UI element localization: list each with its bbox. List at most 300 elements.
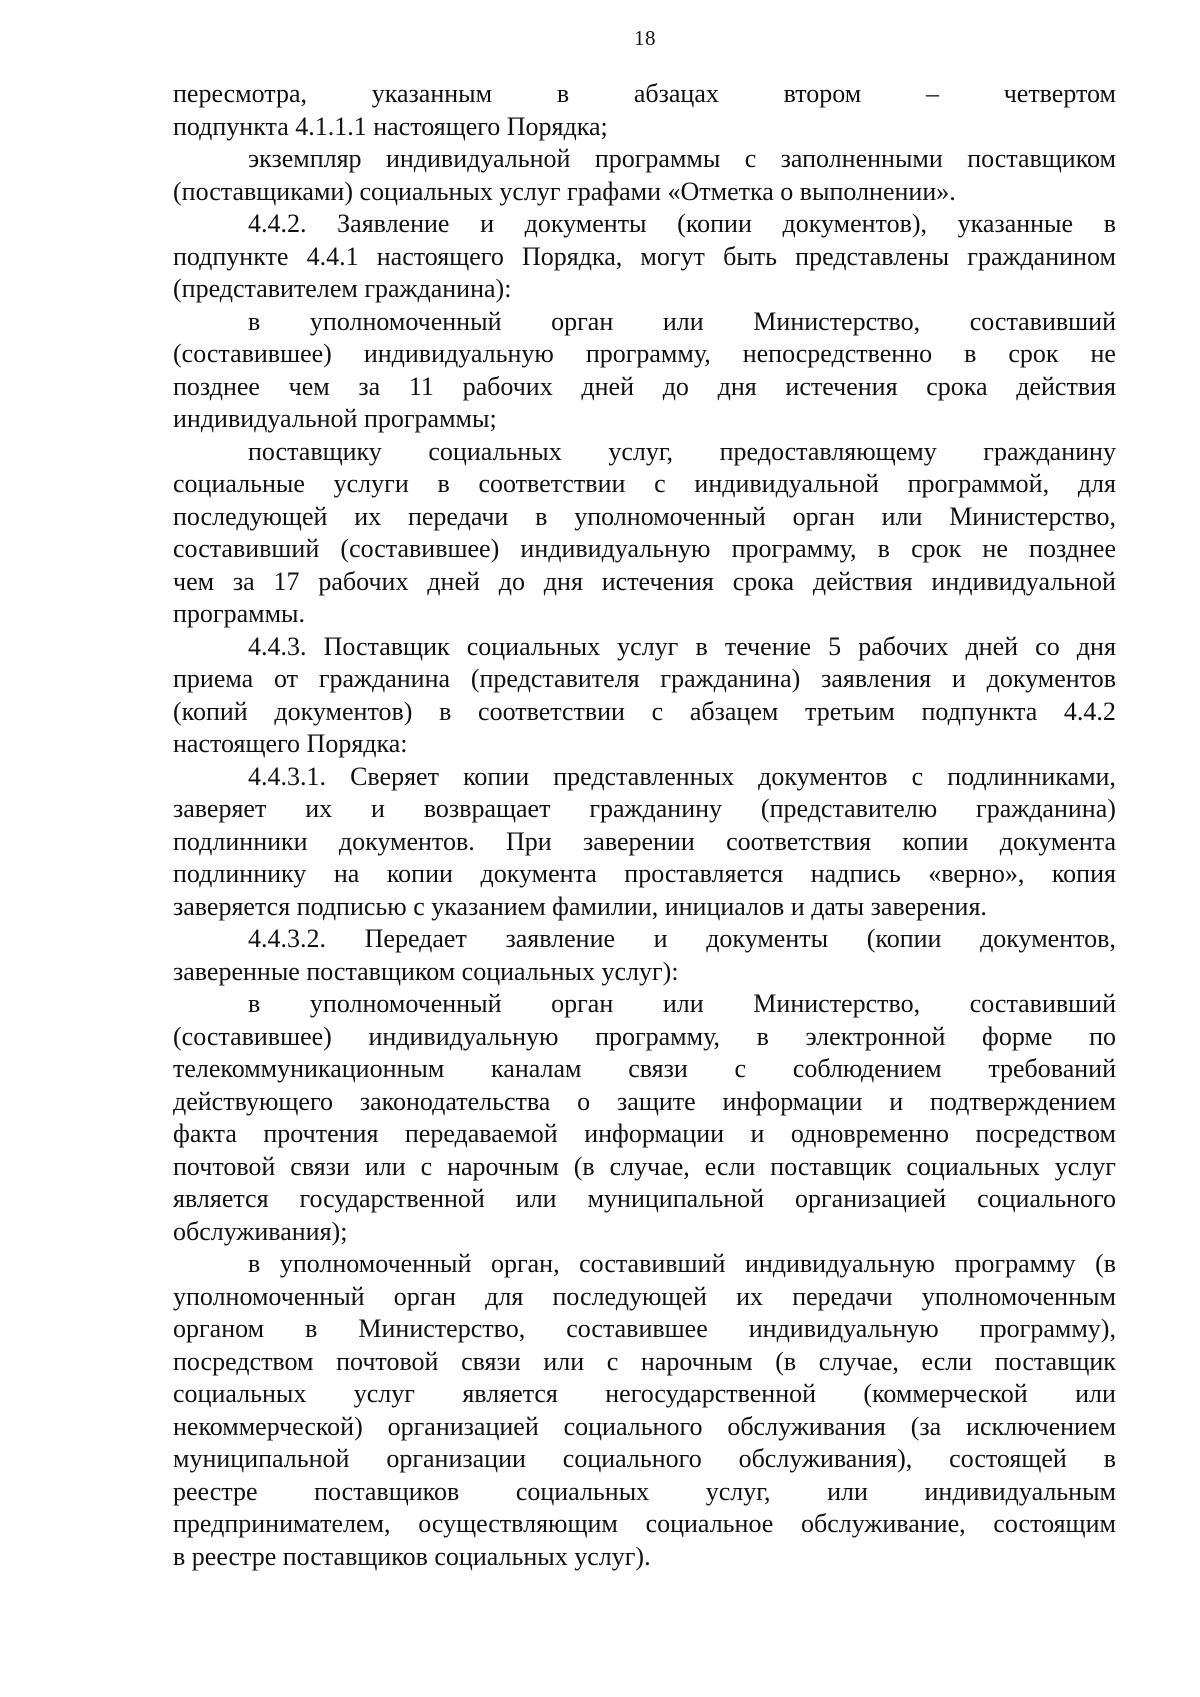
word: 4.4.1 (306, 241, 359, 271)
word: позднее (1029, 534, 1116, 563)
word: Заявление (337, 209, 450, 238)
text-line: (представителем гражданина): (173, 274, 512, 303)
word: Поставщик (323, 631, 450, 661)
word: программой, (907, 469, 1050, 498)
word: индивидуальную (520, 534, 711, 563)
word: или (543, 1346, 585, 1376)
word: с (911, 761, 924, 791)
text-line (173, 858, 1116, 891)
word: (копий (173, 696, 248, 726)
word: социальных (466, 631, 601, 661)
word: индивидуальной (931, 566, 1116, 596)
word: каналам (491, 1054, 582, 1083)
text-line (173, 1021, 1116, 1054)
word: соответствия (726, 826, 872, 856)
word: (копии (677, 209, 752, 238)
word: в (248, 989, 261, 1018)
text-line (173, 306, 1116, 339)
word: связи (628, 1054, 688, 1083)
word: документы (706, 924, 829, 953)
text-line (173, 1248, 1116, 1281)
word: до (662, 371, 689, 401)
text-line (173, 761, 1116, 794)
word: составивший (969, 989, 1116, 1018)
text-line: настоящего Порядка: (173, 729, 408, 758)
word: дней (965, 631, 1019, 661)
word: 17 (273, 566, 300, 596)
word: течение (724, 631, 812, 661)
word: подпункта (921, 696, 1038, 726)
word: уполномоченный (279, 1249, 472, 1278)
word: осуществляющим (418, 1509, 618, 1538)
text-line: программы. (173, 599, 305, 628)
word: в (1103, 209, 1116, 238)
word: (представителя (470, 664, 640, 693)
word: рабочих (858, 631, 949, 661)
word: дня (543, 566, 583, 596)
word: гражданину (589, 794, 723, 823)
word: «верно», (928, 859, 1025, 888)
word: связи (461, 1346, 521, 1376)
word: почтовой (336, 1346, 439, 1376)
word: 4.4.3.2. (248, 924, 326, 953)
word: негосударственной (605, 1379, 817, 1408)
word: прочтения (263, 1119, 379, 1148)
word: состоящим (993, 1509, 1116, 1538)
word: и (480, 209, 495, 238)
word: организации (386, 1444, 526, 1473)
text-line (173, 468, 1116, 501)
word: муниципальной (587, 1184, 765, 1213)
word: индивидуальную (744, 1249, 935, 1278)
word: индивидуальным (924, 1476, 1116, 1506)
word: в (439, 696, 452, 726)
text-line: индивидуальной программы; (173, 404, 497, 433)
word: орган (551, 989, 614, 1018)
word: в (248, 1249, 261, 1278)
word: заполненными (780, 144, 943, 173)
word: составивший (579, 1249, 726, 1278)
word: абзацах (633, 79, 719, 108)
word: непосредственно (742, 339, 933, 368)
word: их (354, 501, 382, 531)
word: услуг (353, 1379, 415, 1408)
word: документов (986, 664, 1116, 693)
word: за (358, 371, 381, 401)
word: если (921, 1346, 973, 1376)
word: рабочих (318, 566, 409, 596)
word: информации (584, 1119, 725, 1148)
word: подтверждением (929, 1086, 1116, 1116)
word: реестре (173, 1476, 258, 1506)
word: экземпляр (248, 144, 362, 173)
word: истечения (601, 566, 714, 596)
word: до (498, 566, 525, 596)
word: и (653, 924, 668, 953)
word: чем (288, 371, 330, 401)
word: в (695, 631, 708, 661)
word: составившее (566, 1314, 708, 1343)
word: документов, (980, 924, 1116, 953)
text-line (173, 241, 1116, 274)
word: почтовой (173, 1151, 276, 1181)
word: абзацем (689, 696, 779, 726)
word: гражданину (983, 436, 1116, 466)
word: указанным (371, 79, 493, 108)
word: пересмотра, (173, 79, 308, 108)
word: (составившее) (173, 339, 332, 368)
word: представленных (553, 761, 735, 791)
word: в (535, 501, 548, 531)
word: с (744, 144, 757, 173)
text-line (173, 1313, 1116, 1346)
word: срока (926, 371, 988, 401)
word: (за (910, 1411, 942, 1441)
word: их (305, 794, 333, 823)
word: социальных (173, 1379, 307, 1408)
word: одновременно (790, 1119, 949, 1148)
word: документа (999, 826, 1116, 856)
page-number: 18 (634, 26, 656, 50)
text-line (173, 436, 1116, 469)
word: муниципальной (173, 1444, 350, 1473)
word: передачи (407, 501, 509, 531)
word: с (734, 1054, 747, 1083)
word: дней (427, 566, 480, 596)
word: исключением (966, 1411, 1116, 1441)
word: или (827, 1476, 868, 1506)
word: состоящей (949, 1444, 1067, 1473)
word: обслуживания (727, 1411, 886, 1441)
word: является (173, 1184, 269, 1213)
word: гражданина (318, 664, 451, 693)
word: индивидуальной (694, 469, 879, 498)
word: с (606, 1346, 619, 1376)
word: социального (562, 1444, 702, 1473)
word: или (364, 1151, 406, 1181)
word: уполномоченный (173, 1281, 365, 1311)
word: государственной (299, 1184, 485, 1213)
word: соблюдением (792, 1054, 942, 1083)
text-line (173, 1053, 1116, 1086)
word: документов) (274, 696, 413, 726)
word: в (437, 469, 450, 498)
word: или (662, 306, 704, 336)
text-line (173, 793, 1116, 826)
word: орган (792, 501, 855, 531)
word: дней (581, 371, 635, 401)
text-line (173, 1378, 1116, 1411)
word: не (982, 534, 1008, 563)
word: индивидуальную (368, 1021, 559, 1051)
text-line (173, 338, 1116, 371)
word: орган (551, 306, 614, 336)
word: защите (617, 1086, 696, 1116)
word: в (964, 339, 977, 368)
word: нарочным (447, 1151, 559, 1181)
word: или (1075, 1379, 1116, 1408)
word: 4.4.3.1. (248, 761, 326, 791)
word: 5 (828, 631, 842, 661)
word: социальных (428, 436, 562, 466)
word: поставщику (248, 436, 382, 466)
word: соответствии (478, 469, 626, 498)
word: позднее (173, 371, 260, 401)
text-line: в реестре поставщиков социальных услуг). (173, 1541, 651, 1571)
word: заверении (583, 826, 695, 856)
word: индивидуальную (363, 339, 554, 368)
word: Порядка, (522, 241, 623, 271)
word: поставщик (770, 1151, 892, 1181)
word: поставщиком (967, 144, 1116, 173)
word: копия (1051, 859, 1116, 888)
word: в (877, 534, 890, 563)
word: от (273, 664, 299, 693)
word: срок (1008, 339, 1059, 368)
text-line (173, 1411, 1116, 1444)
text-line: подпункта 4.1.1.1 настоящего Порядка; (173, 111, 608, 141)
word: программу), (979, 1314, 1116, 1343)
word: с (420, 1151, 433, 1181)
word: форме (982, 1021, 1053, 1051)
text-line (173, 663, 1116, 696)
text-line (173, 566, 1116, 599)
word: действующего (173, 1086, 333, 1116)
word: и (951, 664, 966, 693)
word: Министерство, (358, 1314, 526, 1343)
text-line (173, 1086, 1116, 1119)
text-line (173, 1151, 1116, 1184)
word: уполномоченный (309, 306, 502, 336)
word: со (1035, 631, 1060, 661)
text-line: обслуживания); (173, 1216, 348, 1246)
word: соответствии (478, 696, 625, 726)
word: случае, (609, 1151, 690, 1181)
word: документы (524, 209, 647, 238)
word: составивший (173, 534, 320, 563)
text-line (173, 501, 1116, 534)
word: подлинники (173, 826, 308, 856)
word: не (1090, 339, 1116, 368)
text-line (173, 631, 1116, 664)
word: уполномоченный (309, 989, 502, 1018)
word: органом (173, 1314, 265, 1343)
text-line (173, 208, 1116, 241)
word: предпринимателем, (173, 1509, 391, 1538)
word: (в (1095, 1249, 1116, 1278)
text-line: (поставщиками) социальных услуг графами «Отметка о выполнении». (173, 176, 956, 206)
word: их (736, 1281, 764, 1311)
word: факта (173, 1119, 237, 1148)
word: и (371, 794, 385, 823)
word: подпункте (173, 241, 289, 271)
word: (представителю (760, 794, 938, 823)
text-line (173, 826, 1116, 859)
word: некоммерческой) (173, 1411, 363, 1441)
word: срок (911, 534, 962, 563)
word: проставляется (624, 859, 784, 888)
word: орган, (490, 1249, 560, 1278)
word: программы (594, 144, 721, 173)
word: 4.4.3. (248, 631, 307, 661)
word: возвращает (423, 794, 551, 823)
word: последующей (552, 1281, 707, 1311)
word: программу (954, 1249, 1076, 1278)
word: телекоммуникационным (173, 1054, 445, 1083)
word: обслуживания), (738, 1444, 913, 1473)
document-body (173, 78, 1116, 1573)
word: четвертом (1003, 79, 1116, 108)
word: втором (783, 79, 862, 108)
word: Министерство, (753, 306, 921, 336)
word: поставщик (994, 1346, 1116, 1376)
word: электронной (805, 1021, 946, 1051)
word: Министерство, (753, 989, 921, 1018)
word: последующей (173, 501, 328, 531)
word: надпись (810, 859, 901, 888)
word: заявления (821, 664, 932, 693)
word: услуги (333, 469, 409, 498)
word: представлены (795, 241, 950, 271)
word: по (1089, 1021, 1116, 1051)
word: для (485, 1281, 524, 1311)
word: 4.4.2 (1063, 696, 1116, 726)
word: программу, (585, 339, 711, 368)
word: услуг (1054, 1151, 1116, 1181)
word: действия (1016, 371, 1116, 401)
word: копии (902, 826, 969, 856)
word: социальное (645, 1509, 774, 1538)
text-line (173, 371, 1116, 404)
word: в (756, 1021, 769, 1051)
word: указанные (957, 209, 1074, 238)
word: в (305, 1314, 318, 1343)
word: передаваемой (404, 1119, 558, 1148)
word: (копии (866, 924, 942, 953)
word: настоящего (376, 241, 504, 271)
word: социальных (906, 1151, 1040, 1181)
word: услуг, (608, 436, 674, 466)
word: заверяет (173, 794, 267, 823)
word: услуг (617, 631, 679, 661)
word: Министерство, (949, 501, 1116, 531)
word: – (925, 79, 939, 108)
text-line (173, 696, 1116, 729)
word: социальных (515, 1476, 650, 1506)
word: (коммерческой (863, 1379, 1028, 1408)
word: в (556, 79, 570, 108)
word: документов (758, 761, 888, 791)
word: требований (988, 1054, 1116, 1083)
word: (составившее) (340, 534, 500, 563)
word: посредством (975, 1119, 1116, 1148)
word: Передает (364, 924, 467, 953)
word: чем (173, 566, 215, 596)
word: быть (723, 241, 777, 271)
text-line: заверенные поставщиком социальных услуг): (173, 956, 679, 986)
word: для (1077, 469, 1116, 498)
word: истечения (785, 371, 898, 401)
word: социального (563, 1411, 703, 1441)
word: на (333, 859, 360, 888)
word: индивидуальной (385, 144, 571, 173)
word: 4.4.2. (248, 209, 307, 238)
word: При (506, 826, 552, 856)
word: рабочих (462, 371, 553, 401)
word: с (651, 696, 664, 726)
text-line: заверяется подписью с указанием фамилии, инициалов и даты заверения. (173, 891, 987, 921)
word: является (462, 1379, 558, 1408)
word: действия (812, 566, 913, 596)
word: случае, (818, 1346, 899, 1376)
word: уполномоченный (574, 501, 766, 531)
word: или (881, 501, 923, 531)
word: или (515, 1184, 557, 1213)
word: нарочным (640, 1346, 753, 1376)
word: или (662, 989, 704, 1018)
word: предоставляющему (719, 436, 937, 466)
word: программу, (731, 534, 857, 563)
word: организацией (387, 1411, 539, 1441)
word: индивидуальную (748, 1314, 939, 1343)
word: копии (463, 761, 530, 791)
word: программу, (595, 1021, 720, 1051)
word: срока (732, 566, 795, 596)
word: с (654, 469, 666, 498)
word: о (577, 1086, 591, 1116)
text-line (173, 1281, 1116, 1314)
word: могут (640, 241, 705, 271)
word: связи (290, 1151, 350, 1181)
text-line (173, 1508, 1116, 1541)
word: подлинниками, (947, 761, 1116, 791)
word: за (232, 566, 255, 596)
word: Сверяет (350, 761, 439, 791)
word: документов. (338, 826, 475, 856)
text-line (173, 1443, 1116, 1476)
text-line (173, 1476, 1116, 1509)
word: если (704, 1151, 756, 1181)
word: и (750, 1119, 765, 1148)
word: информации (722, 1086, 863, 1116)
word: документа (480, 859, 597, 888)
text-line (173, 1183, 1116, 1216)
word: уполномоченным (921, 1281, 1116, 1311)
word: в (248, 306, 261, 336)
word: услуг, (705, 1476, 771, 1506)
word: поставщиков (314, 1476, 460, 1506)
text-line (173, 78, 1116, 111)
word: (в (775, 1346, 797, 1376)
text-line (173, 1346, 1116, 1379)
word: гражданином (967, 241, 1116, 271)
word: социальные (173, 469, 305, 498)
word: социального (977, 1184, 1116, 1213)
text-line (173, 923, 1116, 956)
word: третьим (805, 696, 895, 726)
word: передачи (792, 1281, 893, 1311)
word: посредством (173, 1346, 314, 1376)
word: составивший (969, 306, 1116, 336)
text-line (173, 143, 1116, 176)
word: (в (573, 1151, 595, 1181)
word: орган (393, 1281, 456, 1311)
text-line (173, 988, 1116, 1021)
word: дня (1076, 631, 1116, 661)
text-line (173, 1118, 1116, 1151)
word: организацией (795, 1184, 947, 1213)
word: документов), (782, 209, 928, 238)
